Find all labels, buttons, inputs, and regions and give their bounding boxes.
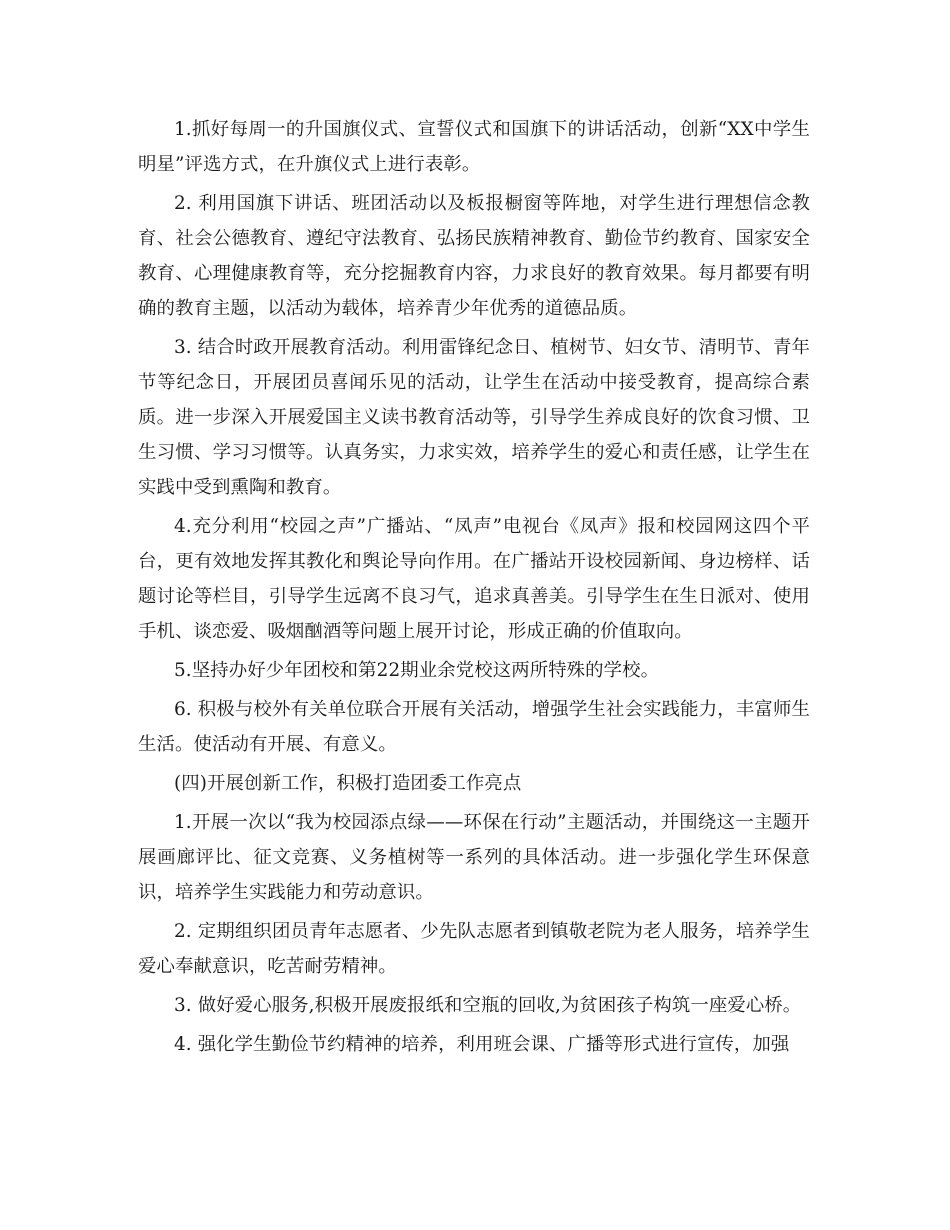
section-heading: (四)开展创新工作，积极打造团委工作亮点 [174, 773, 522, 794]
paragraph-7: 1.开展一次以“我为校园添点绿——环保在行动”主题活动，并围绕这一主题开展画廊评比、征文竞赛、义务植树等一系列的具体活动。进一步强化学生环保意识，培养学生实践能力和劳动意识。 [138, 812, 810, 903]
paragraph-2: 2. 利用国旗下讲话、班团活动以及板报橱窗等阵地，对学生进行理想信念教育、社会公德教育、遵纪守法教育、弘扬民族精神教育、勤俭节约教育、国家安全教育、心理健康教育等，充分挖掘教育内容，力求良好的教育效果。每月都要有明确的教育主题，以活动为载体，培养青少年优秀的道德品质。 [138, 193, 810, 319]
paragraph-6: 6. 积极与校外有关单位联合开展有关活动，增强学生社会实践能力，丰富师生生活。使活动有开展、有意义。 [138, 699, 810, 755]
paragraph-1: 1.抓好每周一的升国旗仪式、宣誓仪式和国旗下的讲话活动，创新“XX中学生明星”评选方式，在升旗仪式上进行表彰。 [138, 119, 810, 175]
paragraph-5: 5.坚持办好少年团校和第22期业余党校这两所特殊的学校。 [174, 660, 660, 681]
paragraph-10: 4. 强化学生勤俭节约精神的培养，利用班会课、广播等形式进行宣传，加强 [174, 1034, 790, 1055]
document-body [138, 112, 810, 1066]
paragraph-3: 3. 结合时政开展教育活动。利用雷锋纪念日、植树节、妇女节、清明节、青年节等纪念日，开展团员喜闻乐见的活动，让学生在活动中接受教育，提高综合素质。进一步深入开展爱国主义读书教育活动等，引导学生养成良好的饮食习惯、卫生习惯、学习习惯等。认真务实，力求实效，培养学生的爱心和责任感，让学生在实践中受到熏陶和教育。 [138, 337, 810, 498]
paragraph-8: 2. 定期组织团员青年志愿者、少先队志愿者到镇敬老院为老人服务，培养学生爱心奉献意识，吃苦耐劳精神。 [138, 921, 810, 977]
paragraph-4: 4.充分利用“校园之声”广播站、“凤声”电视台《凤声》报和校园网这四个平台，更有效地发挥其教化和舆论导向作用。在广播站开设校园新闻、身边榜样、话题讨论等栏目，引导学生远离不良习气，追求真善美。引导学生在生日派对、使用手机、谈恋爱、吸烟酗酒等问题上展开讨论，形成正确的价值取向。 [138, 516, 810, 642]
paragraph-9: 3. 做好爱心服务,积极开展废报纸和空瓶的回收,为贫困孩子构筑一座爱心桥。 [174, 995, 802, 1016]
